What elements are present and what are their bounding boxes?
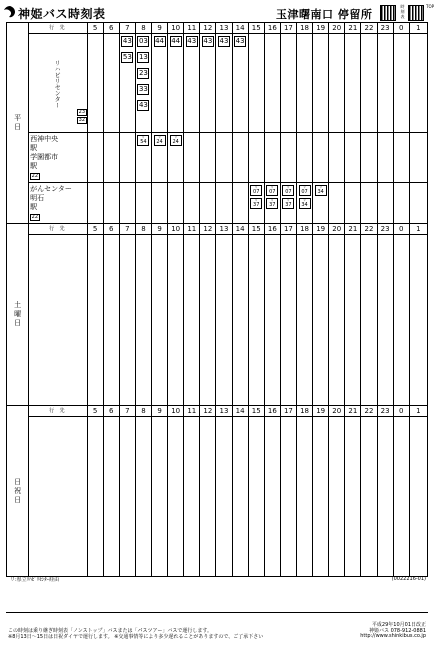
minute-value: 24	[156, 139, 163, 145]
minute-value: 07	[253, 189, 260, 195]
departure-minute-via[interactable]	[299, 198, 311, 209]
qr-code-timetable-icon[interactable]	[380, 5, 396, 21]
departure-minute-via[interactable]	[250, 198, 262, 209]
departure-minute[interactable]: 43	[187, 37, 197, 45]
departure-minute[interactable]: 43	[203, 37, 213, 45]
hour-cell: 14	[232, 23, 248, 34]
minute-value: 37	[285, 202, 292, 208]
destination-cell	[29, 417, 87, 577]
hour-cell: 16	[264, 224, 280, 235]
minute-cell	[184, 133, 200, 183]
destination-line: がんセンター	[30, 185, 72, 193]
minute-cell	[377, 235, 393, 406]
hour-cell: 0	[393, 406, 409, 417]
minute-cell	[232, 417, 248, 577]
hour-cell: 14	[232, 406, 248, 417]
minute-cell	[280, 235, 296, 406]
hour-cell: 12	[200, 224, 216, 235]
hour-cell: 10	[168, 23, 184, 34]
destination-header: 行 先	[29, 23, 87, 34]
minute-value: 37	[253, 202, 260, 208]
hour-cell: 13	[216, 224, 232, 235]
via-mark: リ	[174, 135, 178, 139]
via-mark: リ	[158, 135, 162, 139]
minute-cell	[119, 133, 135, 183]
minute-cell	[103, 417, 119, 577]
minute-cell	[87, 183, 103, 224]
minute-cell	[296, 235, 312, 406]
hour-cell: 12	[200, 23, 216, 34]
minute-cell	[345, 417, 361, 577]
minute-cell	[361, 235, 377, 406]
minute-cell	[409, 133, 427, 183]
via-mark: リ	[286, 198, 290, 202]
minute-value: 34	[317, 189, 324, 195]
minute-cell	[361, 34, 377, 133]
document-code: (0022216-01)	[391, 576, 426, 582]
hour-cell: 20	[329, 23, 345, 34]
minute-cell	[409, 183, 427, 224]
hour-cell: 14	[232, 224, 248, 235]
destination-cell	[29, 183, 87, 224]
minute-cell	[296, 417, 312, 577]
footer-notice-2: ※8月13日～15日は日祝ダイヤで運行します。 ※交通事情等により多少遅れることがありますので、ご了承下さい	[8, 634, 264, 640]
timetable-row	[7, 417, 428, 577]
destination-line: 学園都市	[30, 153, 59, 161]
day-type-label	[7, 23, 29, 224]
timetable-row	[7, 34, 428, 133]
departure-minute[interactable]: 53	[122, 53, 132, 61]
departure-minute[interactable]: 44	[155, 37, 164, 45]
minute-cell	[313, 417, 329, 577]
company-url[interactable]: http://www.shinkibus.co.jp	[360, 633, 426, 639]
destination-line: 駅	[30, 162, 38, 170]
minute-cell	[393, 34, 409, 133]
departure-minute[interactable]: 43	[235, 37, 245, 45]
day-type-char: 土	[14, 301, 22, 309]
minute-cell	[216, 235, 232, 406]
minute-cell	[329, 235, 345, 406]
hour-cell: 11	[184, 23, 200, 34]
minute-cell	[296, 183, 312, 224]
minute-cell	[232, 235, 248, 406]
route-number-badge: 32	[78, 117, 86, 123]
hour-cell: 0	[393, 23, 409, 34]
minute-cell	[87, 235, 103, 406]
minute-cell	[280, 133, 296, 183]
timetable-row	[7, 133, 428, 183]
hour-cell: 12	[200, 406, 216, 417]
day-type-char: 日	[14, 319, 22, 327]
minute-cell	[135, 133, 151, 183]
hour-cell: 9	[152, 23, 168, 34]
minute-cell	[280, 183, 296, 224]
hour-cell: 7	[119, 23, 135, 34]
hour-cell: 8	[135, 406, 151, 417]
day-type-char: 平	[14, 114, 22, 122]
hour-cell: 16	[264, 23, 280, 34]
destination-line: 西神中央	[30, 135, 59, 143]
hour-cell: 20	[329, 224, 345, 235]
hour-cell: 11	[184, 406, 200, 417]
minute-cell	[200, 417, 216, 577]
minute-cell	[232, 133, 248, 183]
departure-minute-via[interactable]	[137, 135, 149, 146]
minute-cell	[264, 34, 280, 133]
departure-minute[interactable]: 43	[219, 37, 229, 45]
departure-minute[interactable]: 23	[138, 69, 148, 77]
minute-cell	[264, 235, 280, 406]
via-mark: リ	[319, 185, 323, 189]
timetable-row	[7, 235, 428, 406]
hour-cell: 7	[119, 406, 135, 417]
departure-minute-via[interactable]	[282, 185, 294, 196]
minute-cell	[377, 133, 393, 183]
via-mark: リ	[254, 185, 258, 189]
via-mark: リ	[303, 198, 307, 202]
via-mark: リ	[254, 198, 258, 202]
contact-phone: 神姫バス 078-912-0881	[368, 628, 426, 634]
hour-cell: 16	[264, 406, 280, 417]
departure-minute-via[interactable]	[315, 185, 327, 196]
departure-minute-via[interactable]	[170, 135, 182, 146]
hour-cell: 8	[135, 224, 151, 235]
hour-cell: 5	[87, 406, 103, 417]
timetable-title: 神姫バス時刻表	[18, 7, 106, 21]
route-note: リ:県立ﾘﾊﾋﾞﾘｾﾝﾀｰ経由	[10, 577, 60, 583]
hour-cell: 13	[216, 23, 232, 34]
minute-cell	[232, 34, 248, 133]
footer	[6, 612, 428, 640]
minute-cell	[393, 235, 409, 406]
minute-cell	[103, 34, 119, 133]
hour-cell: 5	[87, 23, 103, 34]
minute-cell	[313, 133, 329, 183]
day-type-label	[7, 406, 29, 577]
via-mark: リ	[270, 185, 274, 189]
hour-cell: 22	[361, 224, 377, 235]
minute-cell	[119, 417, 135, 577]
hour-cell: 17	[280, 23, 296, 34]
hour-cell: 19	[313, 224, 329, 235]
hour-cell: 19	[313, 406, 329, 417]
minute-cell	[168, 183, 184, 224]
departure-minute[interactable]: 13	[138, 53, 148, 61]
minute-cell	[296, 34, 312, 133]
minute-cell	[329, 133, 345, 183]
minute-value: 34	[301, 202, 308, 208]
hour-cell: 21	[345, 224, 361, 235]
minute-cell	[264, 183, 280, 224]
minute-cell	[216, 183, 232, 224]
minute-cell	[184, 417, 200, 577]
minute-cell	[200, 183, 216, 224]
minute-cell	[152, 417, 168, 577]
minute-cell	[248, 183, 264, 224]
hour-cell: 7	[119, 224, 135, 235]
hour-cell: 22	[361, 406, 377, 417]
hour-header-row	[7, 23, 428, 34]
hour-cell: 23	[377, 224, 393, 235]
minute-cell	[313, 34, 329, 133]
hour-cell: 15	[248, 224, 264, 235]
minute-cell	[345, 133, 361, 183]
hour-cell: 0	[393, 224, 409, 235]
destination-line: 駅	[30, 144, 38, 152]
hour-header-row	[7, 224, 428, 235]
minute-cell	[280, 34, 296, 133]
hour-cell: 17	[280, 224, 296, 235]
minute-cell	[345, 235, 361, 406]
minute-cell	[361, 417, 377, 577]
hour-cell: 11	[184, 224, 200, 235]
destination-cell	[29, 133, 87, 183]
minute-cell	[135, 235, 151, 406]
minute-value: 24	[172, 139, 179, 145]
hour-cell: 10	[168, 406, 184, 417]
minute-cell	[313, 183, 329, 224]
revision-date: 平成29年10月01日改正	[371, 622, 426, 628]
destination-cell	[29, 235, 87, 406]
minute-cell	[248, 133, 264, 183]
hour-cell: 15	[248, 406, 264, 417]
hour-cell: 1	[409, 224, 427, 235]
minute-cell	[409, 34, 427, 133]
minute-cell	[280, 417, 296, 577]
departure-minute-via[interactable]	[250, 185, 262, 196]
minute-cell	[296, 133, 312, 183]
minute-cell	[152, 133, 168, 183]
minute-cell	[345, 34, 361, 133]
minute-cell	[216, 417, 232, 577]
hour-cell: 18	[296, 23, 312, 34]
minute-cell	[119, 34, 135, 133]
via-mark: リ	[270, 198, 274, 202]
hour-cell: 8	[135, 23, 151, 34]
minute-cell	[329, 183, 345, 224]
via-mark: リ	[141, 135, 145, 139]
minute-cell	[103, 133, 119, 183]
departure-minute-via[interactable]	[282, 198, 294, 209]
departure-minute[interactable]: 03	[138, 37, 148, 45]
hour-cell: 17	[280, 406, 296, 417]
minute-cell	[135, 183, 151, 224]
hour-cell: 18	[296, 224, 312, 235]
hour-cell: 6	[103, 23, 119, 34]
route-number-badge: 23	[78, 109, 86, 115]
hour-cell: 23	[377, 23, 393, 34]
hour-cell: 6	[103, 224, 119, 235]
bus-stop-name: 玉津曙南口 停留所	[276, 8, 373, 21]
minute-cell	[200, 133, 216, 183]
minute-cell	[168, 133, 184, 183]
minute-cell	[361, 133, 377, 183]
minute-cell	[248, 34, 264, 133]
hour-cell: 20	[329, 406, 345, 417]
departure-minute-via[interactable]	[266, 198, 278, 209]
hour-cell: 10	[168, 224, 184, 235]
destination-cell	[29, 34, 87, 133]
qr-code-top-icon[interactable]	[408, 5, 424, 21]
departure-minute[interactable]: 44	[171, 37, 181, 45]
minute-cell	[377, 417, 393, 577]
minute-cell	[103, 235, 119, 406]
minute-cell	[329, 417, 345, 577]
minute-cell	[87, 133, 103, 183]
minute-cell	[264, 417, 280, 577]
minute-cell	[393, 417, 409, 577]
route-badges	[77, 108, 86, 124]
minute-value: 54	[140, 139, 147, 145]
minute-cell	[248, 235, 264, 406]
minute-cell	[393, 183, 409, 224]
minute-cell	[152, 235, 168, 406]
minute-cell	[248, 417, 264, 577]
minute-cell	[264, 133, 280, 183]
minute-cell	[168, 34, 184, 133]
hour-cell: 6	[103, 406, 119, 417]
hour-cell: 22	[361, 23, 377, 34]
minute-cell	[168, 235, 184, 406]
day-type-label	[7, 224, 29, 406]
minute-cell	[345, 183, 361, 224]
route-number-badge: 22	[31, 173, 39, 179]
hour-cell: 18	[296, 406, 312, 417]
hour-cell: 5	[87, 224, 103, 235]
hour-cell: 9	[152, 406, 168, 417]
minute-value: 07	[269, 189, 276, 195]
minute-cell	[119, 183, 135, 224]
minute-cell	[232, 183, 248, 224]
header	[4, 4, 435, 22]
minute-cell	[152, 34, 168, 133]
minute-cell	[184, 34, 200, 133]
bus-company-logo-icon	[4, 6, 16, 18]
minute-cell	[216, 34, 232, 133]
day-type-char: 日	[14, 495, 22, 504]
minute-cell	[135, 417, 151, 577]
minute-cell	[87, 417, 103, 577]
qr-label-top: TOP	[426, 4, 435, 9]
timetable-grid	[6, 22, 428, 577]
hour-cell: 13	[216, 406, 232, 417]
minute-cell	[152, 183, 168, 224]
minute-cell	[87, 34, 103, 133]
minute-cell	[377, 34, 393, 133]
minute-cell	[377, 183, 393, 224]
hour-cell: 19	[313, 23, 329, 34]
via-mark: リ	[286, 185, 290, 189]
minute-value: 07	[301, 189, 308, 195]
hour-cell: 9	[152, 224, 168, 235]
day-type-char: 日	[14, 477, 22, 486]
timetable-row	[7, 183, 428, 224]
minute-cell	[409, 235, 427, 406]
minute-cell	[361, 183, 377, 224]
departure-minute-via[interactable]	[266, 185, 278, 196]
minute-value: 07	[285, 189, 292, 195]
minute-cell	[184, 183, 200, 224]
qr-label-timetable: 時刻表	[400, 4, 405, 19]
hour-cell: 1	[409, 23, 427, 34]
minute-cell	[103, 183, 119, 224]
minute-cell	[184, 235, 200, 406]
minute-cell	[313, 235, 329, 406]
departure-minute-via[interactable]	[154, 135, 166, 146]
departure-minute[interactable]: 43	[138, 101, 148, 109]
minute-cell	[135, 34, 151, 133]
hour-cell: 23	[377, 406, 393, 417]
minute-cell	[329, 34, 345, 133]
destination-header: 行 先	[29, 406, 87, 417]
minute-cell	[200, 34, 216, 133]
minute-cell	[216, 133, 232, 183]
minute-cell	[200, 235, 216, 406]
hour-cell: 15	[248, 23, 264, 34]
hour-cell: 21	[345, 406, 361, 417]
minute-cell	[393, 133, 409, 183]
destination-line: 明石	[30, 194, 45, 202]
departure-minute[interactable]: 33	[138, 85, 148, 93]
footer-notice-1: この時刻は乗り継ぎ時刻表「ノンストップ」バスまたは「パスツアー」バスで運行します。	[8, 628, 212, 634]
day-type-char: 祝	[14, 486, 22, 495]
destination-line: 駅	[30, 203, 38, 211]
departure-minute-via[interactable]	[299, 185, 311, 196]
minute-value: 37	[269, 202, 276, 208]
day-type-char: 日	[14, 123, 22, 131]
hour-cell: 21	[345, 23, 361, 34]
via-mark: リ	[303, 185, 307, 189]
minute-cell	[409, 417, 427, 577]
departure-minute[interactable]: 43	[122, 37, 132, 45]
destination-name: リハビリセンター	[53, 60, 61, 108]
route-number-badge: 22	[31, 214, 39, 220]
destination-header: 行 先	[29, 224, 87, 235]
minute-cell	[119, 235, 135, 406]
hour-cell: 1	[409, 406, 427, 417]
minute-cell	[168, 417, 184, 577]
hour-header-row	[7, 406, 428, 417]
day-type-char: 曜	[14, 310, 22, 318]
